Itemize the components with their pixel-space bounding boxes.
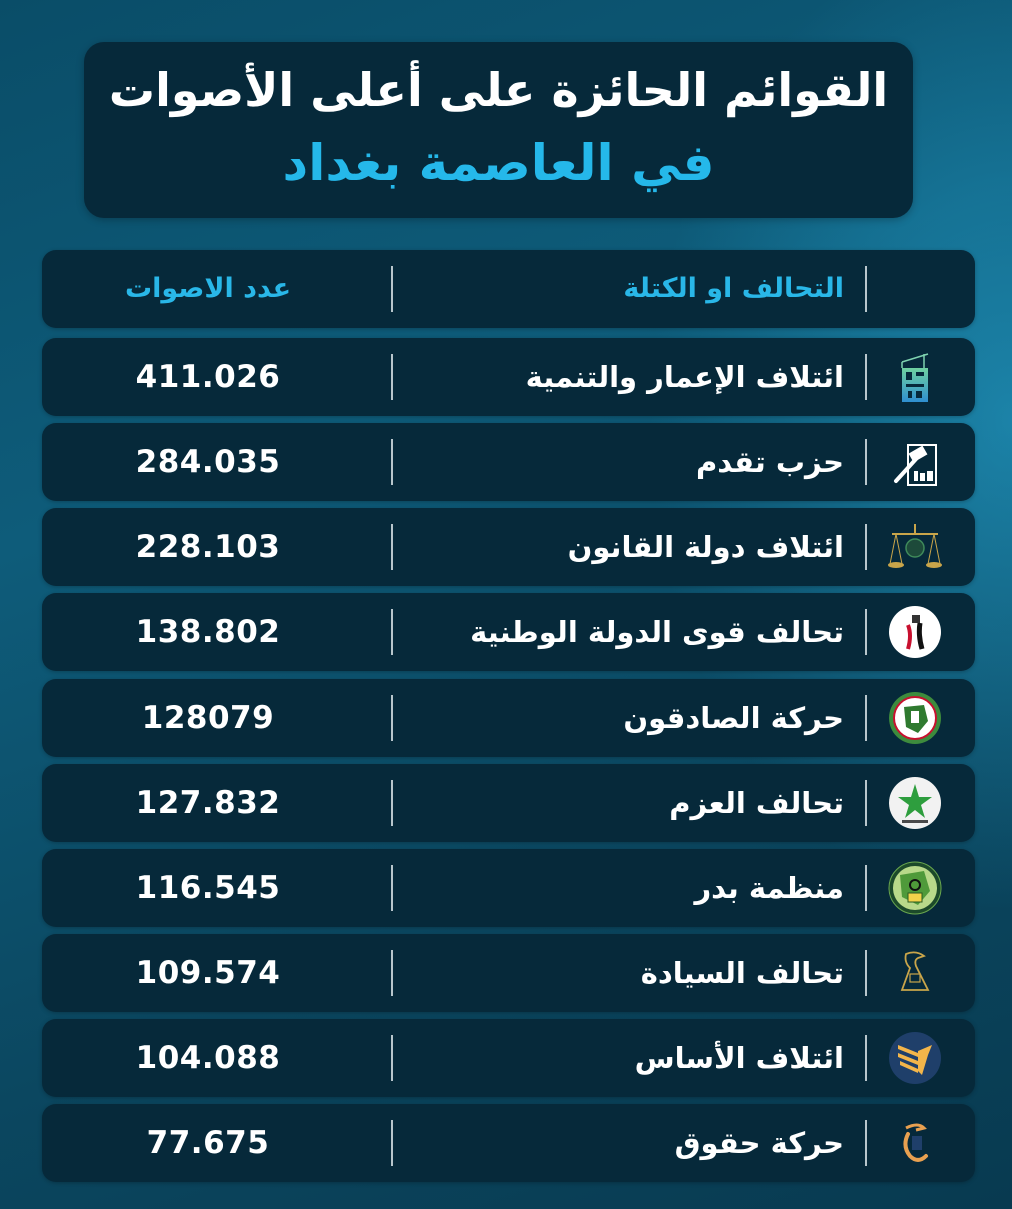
votes-value: 127.832 xyxy=(135,785,281,821)
table-row xyxy=(42,849,975,927)
party-name: حزب تقدم xyxy=(696,445,844,479)
column-divider xyxy=(865,266,867,312)
table-row xyxy=(42,934,975,1012)
column-divider xyxy=(865,695,867,741)
table-row xyxy=(42,508,975,586)
column-divider xyxy=(391,609,393,655)
iraq-map-book-logo-icon xyxy=(888,861,942,915)
table-row xyxy=(42,338,975,416)
column-divider xyxy=(391,780,393,826)
column-divider xyxy=(391,439,393,485)
table-row xyxy=(42,1104,975,1182)
page-title: القوائم الحائزة على أعلى الأصوات xyxy=(108,63,889,117)
column-divider xyxy=(391,695,393,741)
votes-value: 77.675 xyxy=(146,1125,270,1161)
gold-bird-logo-icon xyxy=(888,1031,942,1085)
party-name: ائتلاف الإعمار والتنمية xyxy=(525,360,844,394)
column-divider xyxy=(865,865,867,911)
green-star-logo-icon xyxy=(888,776,942,830)
column-divider xyxy=(865,950,867,996)
page-subtitle: في العاصمة بغداد xyxy=(282,134,715,192)
table-header xyxy=(42,250,975,328)
votes-value: 104.088 xyxy=(135,1040,281,1076)
column-divider xyxy=(865,1035,867,1081)
votes-value: 109.574 xyxy=(135,955,281,991)
header-votes: عدد الاصوات xyxy=(124,273,292,304)
gavel-logo-icon xyxy=(888,435,942,489)
eagle-logo-icon xyxy=(888,946,942,1000)
party-name: منظمة بدر xyxy=(694,871,844,905)
title-card xyxy=(84,42,913,218)
party-name: ائتلاف الأساس xyxy=(634,1041,844,1075)
votes-value: 116.545 xyxy=(135,870,281,906)
column-divider xyxy=(391,865,393,911)
party-name: حركة حقوق xyxy=(674,1126,844,1160)
header-name: التحالف او الكتلة xyxy=(623,273,844,304)
table-row xyxy=(42,423,975,501)
votes-value: 411.026 xyxy=(135,359,281,395)
party-name: تحالف قوى الدولة الوطنية xyxy=(470,615,844,649)
table-row xyxy=(42,1019,975,1097)
table-row xyxy=(42,593,975,671)
construction-crane-logo-icon xyxy=(888,350,942,404)
column-divider xyxy=(391,1120,393,1166)
scales-of-justice-logo-icon xyxy=(888,520,942,574)
iraq-map-fist-logo-icon xyxy=(888,691,942,745)
fist-flag-logo-icon xyxy=(888,605,942,659)
column-divider xyxy=(391,950,393,996)
table-row xyxy=(42,679,975,757)
column-divider xyxy=(865,609,867,655)
column-divider xyxy=(391,1035,393,1081)
votes-value: 284.035 xyxy=(135,444,281,480)
party-name: تحالف السيادة xyxy=(640,956,844,990)
column-divider xyxy=(391,266,393,312)
votes-value: 128079 xyxy=(141,700,275,736)
column-divider xyxy=(391,524,393,570)
column-divider xyxy=(865,780,867,826)
column-divider xyxy=(391,354,393,400)
table-row xyxy=(42,764,975,842)
party-name: حركة الصادقون xyxy=(623,701,844,735)
party-name: ائتلاف دولة القانون xyxy=(567,530,844,564)
votes-value: 138.802 xyxy=(135,614,281,650)
calligraphy-haa-logo-icon xyxy=(888,1116,942,1170)
column-divider xyxy=(865,439,867,485)
column-divider xyxy=(865,354,867,400)
party-name: تحالف العزم xyxy=(669,786,844,820)
column-divider xyxy=(865,524,867,570)
column-divider xyxy=(865,1120,867,1166)
votes-value: 228.103 xyxy=(135,529,281,565)
